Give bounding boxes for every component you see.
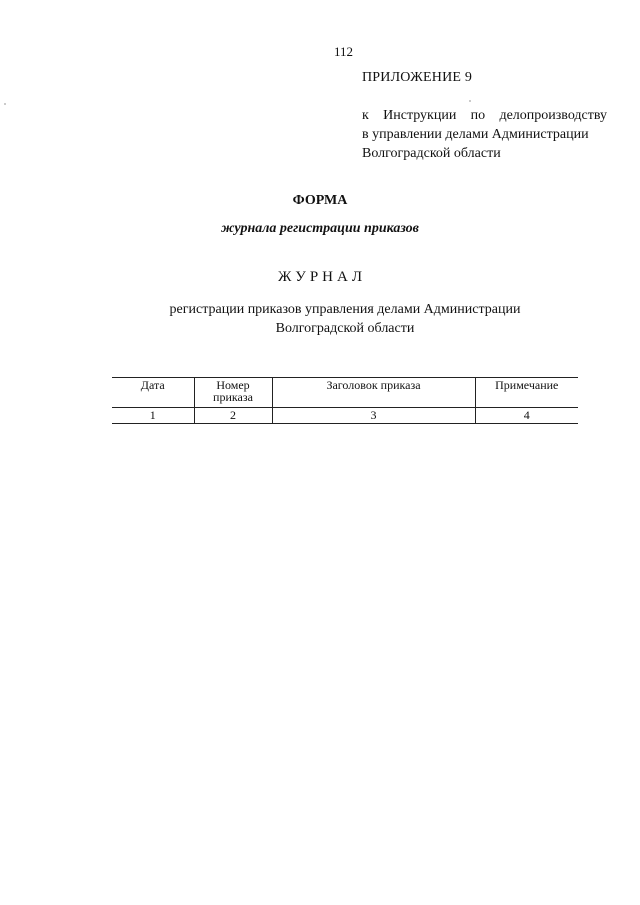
form-subtitle: журнала регистрации приказов (221, 221, 419, 236)
journal-table (112, 377, 578, 424)
column-number: 3 (272, 408, 475, 424)
header-note (475, 378, 578, 408)
appendix-line: Волгоградской области (362, 146, 501, 161)
journal-subtitle (140, 300, 550, 338)
journal-subtitle-line: регистрации приказов управления делами Администрации (169, 302, 521, 317)
form-title: ФОРМА (292, 193, 348, 208)
column-number: 2 (194, 408, 272, 424)
header-text: Заголовок приказа (326, 378, 421, 392)
header-order-title (272, 378, 475, 408)
appendix-reference (362, 106, 607, 163)
header-text-line2: приказа (213, 390, 253, 404)
table-number-row (112, 408, 578, 424)
header-text: Примечание (495, 378, 559, 392)
header-date (112, 378, 194, 408)
page-number: 112 (334, 44, 354, 59)
journal-subtitle-line: Волгоградской области (275, 321, 415, 336)
header-text: Дата (140, 378, 165, 392)
column-number: 4 (475, 408, 578, 424)
column-number: 1 (149, 408, 156, 422)
header-order-number (194, 378, 272, 408)
scan-speck (4, 103, 6, 105)
scan-speck (469, 100, 471, 102)
appendix-title: ПРИЛОЖЕНИЕ 9 (362, 70, 473, 85)
appendix-line: в управлении делами Администрации (362, 127, 589, 142)
header-text: Номер (216, 378, 250, 392)
appendix-line: к Инструкции по делопроизводству (362, 108, 607, 123)
table-header-row (112, 378, 578, 408)
journal-title: ЖУРНАЛ (277, 269, 367, 285)
